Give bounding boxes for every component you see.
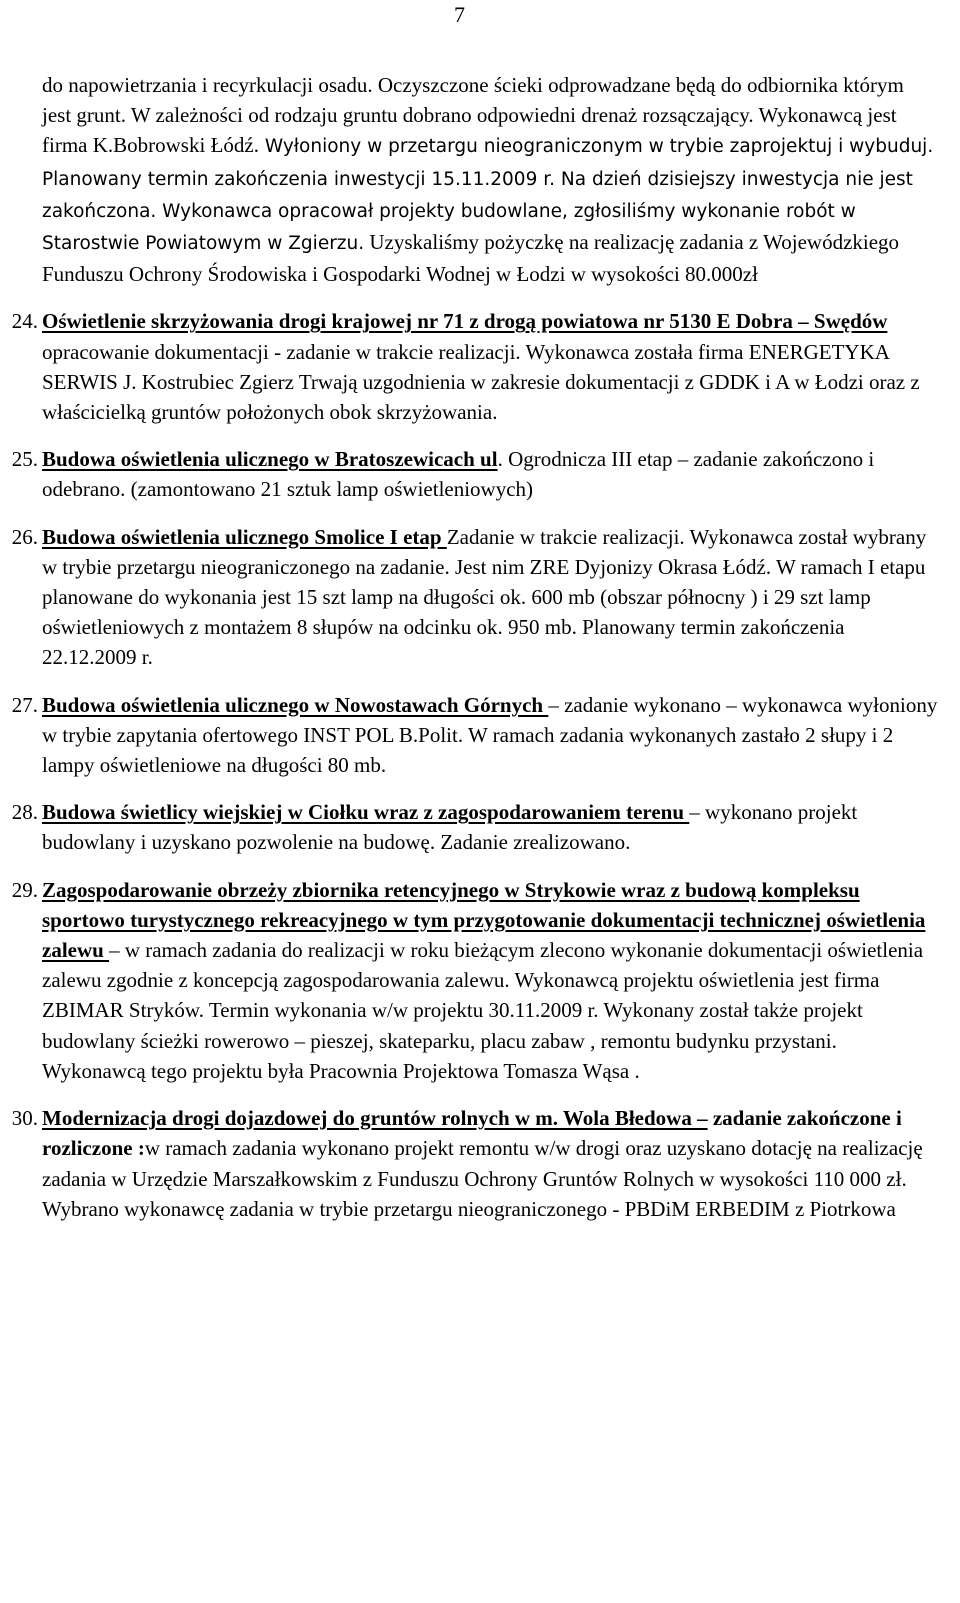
item-body: – wykonano projekt budowlany i uzyskano pozwolenie na budowę. Zadanie zrealizowano. bbox=[42, 800, 858, 855]
item-number: 28. bbox=[11, 800, 38, 825]
intro-text-2: Wyłoniony w przetargu nieograniczonym w trybie zaprojektuj i wybuduj. Planowany termin zakończenia inwestycji 15.11.2009 r. Na dzień dzisiejszy inwestycja nie jest zakończona. Wykonawca opracował projekty budowlane, zgłosiliśmy wykonanie robót w Starostwie Powiatowym w Zgierzu. bbox=[42, 136, 934, 255]
list-item-30 bbox=[11, 1103, 938, 1224]
item-number: 24. bbox=[11, 309, 38, 334]
item-body: . Ogrodnicza III etap – zadanie zakończono i odebrano. (zamontowano 21 sztuk lamp oświetleniowych) bbox=[42, 447, 875, 502]
item-title: Budowa świetlicy wiejskiej w Ciołku wraz z zagospodarowaniem terenu bbox=[42, 800, 690, 825]
intro-paragraph bbox=[42, 70, 938, 289]
item-number: 27. bbox=[11, 692, 38, 717]
list-item-24 bbox=[11, 306, 938, 427]
item-body: – w ramach zadania do realizacji w roku bieżącym zlecono wykonanie dokumentacji oświetlenia zalewu zgodnie z koncepcją zagospodarowania zalewu. Wykonawcą projektu oświetlenia jest firma ZBIMAR Stryków. Termin wykonania w/w projektu 30.11.2009 r. Wykonany został także projekt budowlany ścieżki rowerowo – pieszej, skateparku, placu zabaw , remontu budynku przystani. Wykonawcą tego projektu była Pracownia Projektowa Tomasza Wąsa . bbox=[42, 938, 924, 1083]
intro-text-1: do napowietrzania i recyrkulacji osadu. Oczyszczone ścieki odprowadzane będą do odbiornika którym jest grunt. W zależności od rodzaju gruntu dobrano odpowiedni drenaż rozsączający. Wykonawcą jest firma K.Bobrowski Łódź. bbox=[42, 73, 904, 158]
item-title: Modernizacja drogi dojazdowej do gruntów rolnych w m. Wola Błedowa – bbox=[42, 1106, 708, 1131]
item-body: opracowanie dokumentacji - zadanie w trakcie realizacji. Wykonawca została firma ENERGETYKA SERWIS J. Kostrubiec Zgierz Trwają uzgodnienia w zakresie dokumentacji z GDDK i A w Łodzi oraz z właścicielką gruntów położonych obok skrzyżowania. bbox=[42, 339, 920, 425]
item-title: Oświetlenie skrzyżowania drogi krajowej nr 71 z drogą powiatowa nr 5130 E Dobra – Swędów bbox=[42, 309, 888, 334]
item-body: w ramach zadania wykonano projekt remontu w/w drogi oraz uzyskano dotację na realizację zadania w Urzędzie Marszałkowskim z Funduszu Ochrony Gruntów Rolnych w wysokości 110 000 zł. Wybrano wykonawcę zadania w trybie przetargu nieograniczonego - PBDiM ERBEDIM z Piotrkowa bbox=[42, 1136, 923, 1221]
list-item-25 bbox=[11, 444, 938, 504]
item-body: – zadanie wykonano – wykonawca wyłoniony w trybie zapytania ofertowego INST POL B.Polit. W ramach zadania wykonanych zastało 2 słupy i 2 lampy oświetleniowe na długości 80 mb. bbox=[42, 692, 938, 778]
item-title: Budowa oświetlenia ulicznego w Bratoszewicach ul bbox=[42, 447, 498, 472]
list-item-27 bbox=[11, 690, 938, 781]
item-bold-text: zadanie zakończone i rozliczone : bbox=[42, 1106, 902, 1161]
item-number: 26. bbox=[11, 524, 38, 549]
page-number: 7 bbox=[454, 2, 465, 27]
item-body: Zadanie w trakcie realizacji. Wykonawca został wybrany w trybie przetargu nieograniczonego na zadanie. Jest nim ZRE Dyjonizy Okrasa Łódź. W ramach I etapu planowane do wykonania jest 15 szt lamp na długości ok. 600 mb (obszar północny ) i 29 szt lamp oświetleniowych z montażem 8 słupów na odcinku ok. 950 mb. Planowany termin zakończenia 22.12.2009 r. bbox=[42, 524, 927, 670]
list-item-29 bbox=[11, 875, 938, 1086]
item-title: Budowa oświetlenia ulicznego w Nowostawach Górnych bbox=[42, 692, 549, 717]
list-item-26 bbox=[11, 522, 938, 673]
item-number: 25. bbox=[11, 447, 38, 472]
document-body bbox=[11, 70, 938, 1224]
item-title: Budowa oświetlenia ulicznego Smolice I etap bbox=[42, 524, 447, 549]
intro-text-3: Uzyskaliśmy pożyczkę na realizację zadania z Wojewódzkiego Funduszu Ochrony Środowiska i Gospodarki Wodnej w Łodzi w wysokości 80.000zł bbox=[42, 230, 900, 287]
item-number: 29. bbox=[11, 877, 38, 902]
list-item-28 bbox=[11, 797, 938, 857]
item-title: Zagospodarowanie obrzeży zbiornika retencyjnego w Strykowie wraz z budową kompleksu sportowo turystycznego rekreacyjnego w tym przygotowanie dokumentacji technicznej oświetlenia zalewu bbox=[42, 877, 926, 963]
item-number: 30. bbox=[11, 1106, 38, 1131]
